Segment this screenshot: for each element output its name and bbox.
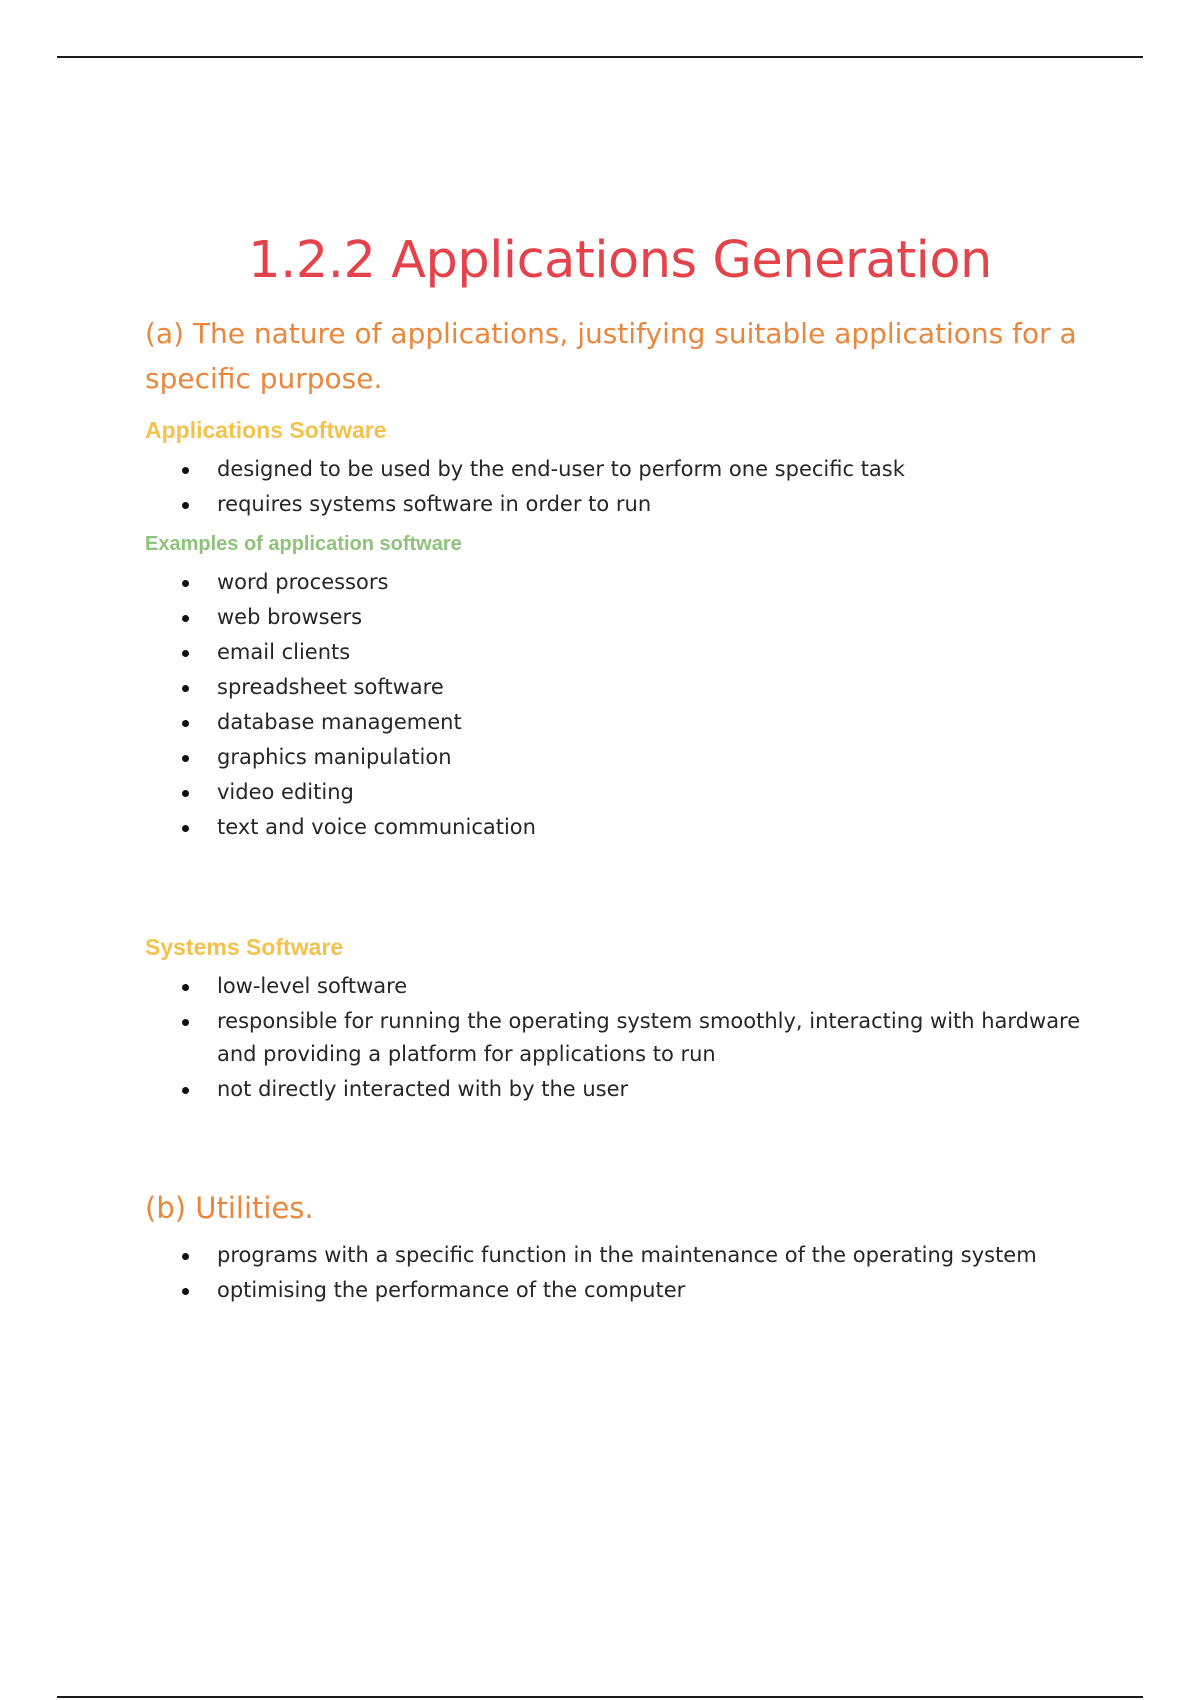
examples-list <box>145 566 1095 844</box>
list-item: word processors <box>145 566 1095 599</box>
bullet-icon <box>182 1253 189 1260</box>
bottom-rule <box>57 1696 1143 1698</box>
list-item: database management <box>145 706 1095 739</box>
page-title: 1.2.2 Applications Generation <box>248 231 992 290</box>
list-item: video editing <box>145 776 1095 809</box>
list-item: email clients <box>145 636 1095 669</box>
list-item: not directly interacted with by the user <box>145 1073 1095 1106</box>
bullet-icon <box>182 984 189 991</box>
list-item: programs with a specific function in the maintenance of the operating system <box>145 1239 1095 1272</box>
bullet-icon <box>182 467 189 474</box>
document-body <box>145 225 1095 1309</box>
utilities-list <box>145 1239 1095 1307</box>
bullet-icon <box>182 580 189 587</box>
bullet-icon <box>182 790 189 797</box>
systems-software-heading: Systems Software <box>145 934 344 960</box>
applications-software-heading: Applications Software <box>145 417 387 443</box>
bullet-icon <box>182 720 189 727</box>
list-item: requires systems software in order to run <box>145 488 1095 521</box>
bullet-icon <box>182 825 189 832</box>
section-a-heading: (a) The nature of applications, justifying suitable applications for a specific purpose. <box>145 317 1077 395</box>
bullet-icon <box>182 502 189 509</box>
list-item: web browsers <box>145 601 1095 634</box>
bullet-icon <box>182 1288 189 1295</box>
bullet-icon <box>182 650 189 657</box>
list-item: text and voice communication <box>145 811 1095 844</box>
list-item: spreadsheet software <box>145 671 1095 704</box>
list-item: responsible for running the operating system smoothly, interacting with hardware and providing a platform for applications to run <box>145 1005 1095 1071</box>
list-item: low-level software <box>145 970 1095 1003</box>
bullet-icon <box>182 755 189 762</box>
bullet-icon <box>182 685 189 692</box>
top-rule <box>57 56 1143 58</box>
list-item: graphics manipulation <box>145 741 1095 774</box>
list-item: optimising the performance of the computer <box>145 1274 1095 1307</box>
bullet-icon <box>182 1019 189 1026</box>
bullet-icon <box>182 1087 189 1094</box>
examples-heading: Examples of application software <box>145 533 462 555</box>
section-b-heading: (b) Utilities. <box>145 1191 314 1225</box>
list-item: designed to be used by the end-user to perform one specific task <box>145 453 1095 486</box>
applications-software-list <box>145 453 1095 521</box>
systems-software-list <box>145 970 1095 1106</box>
bullet-icon <box>182 615 189 622</box>
